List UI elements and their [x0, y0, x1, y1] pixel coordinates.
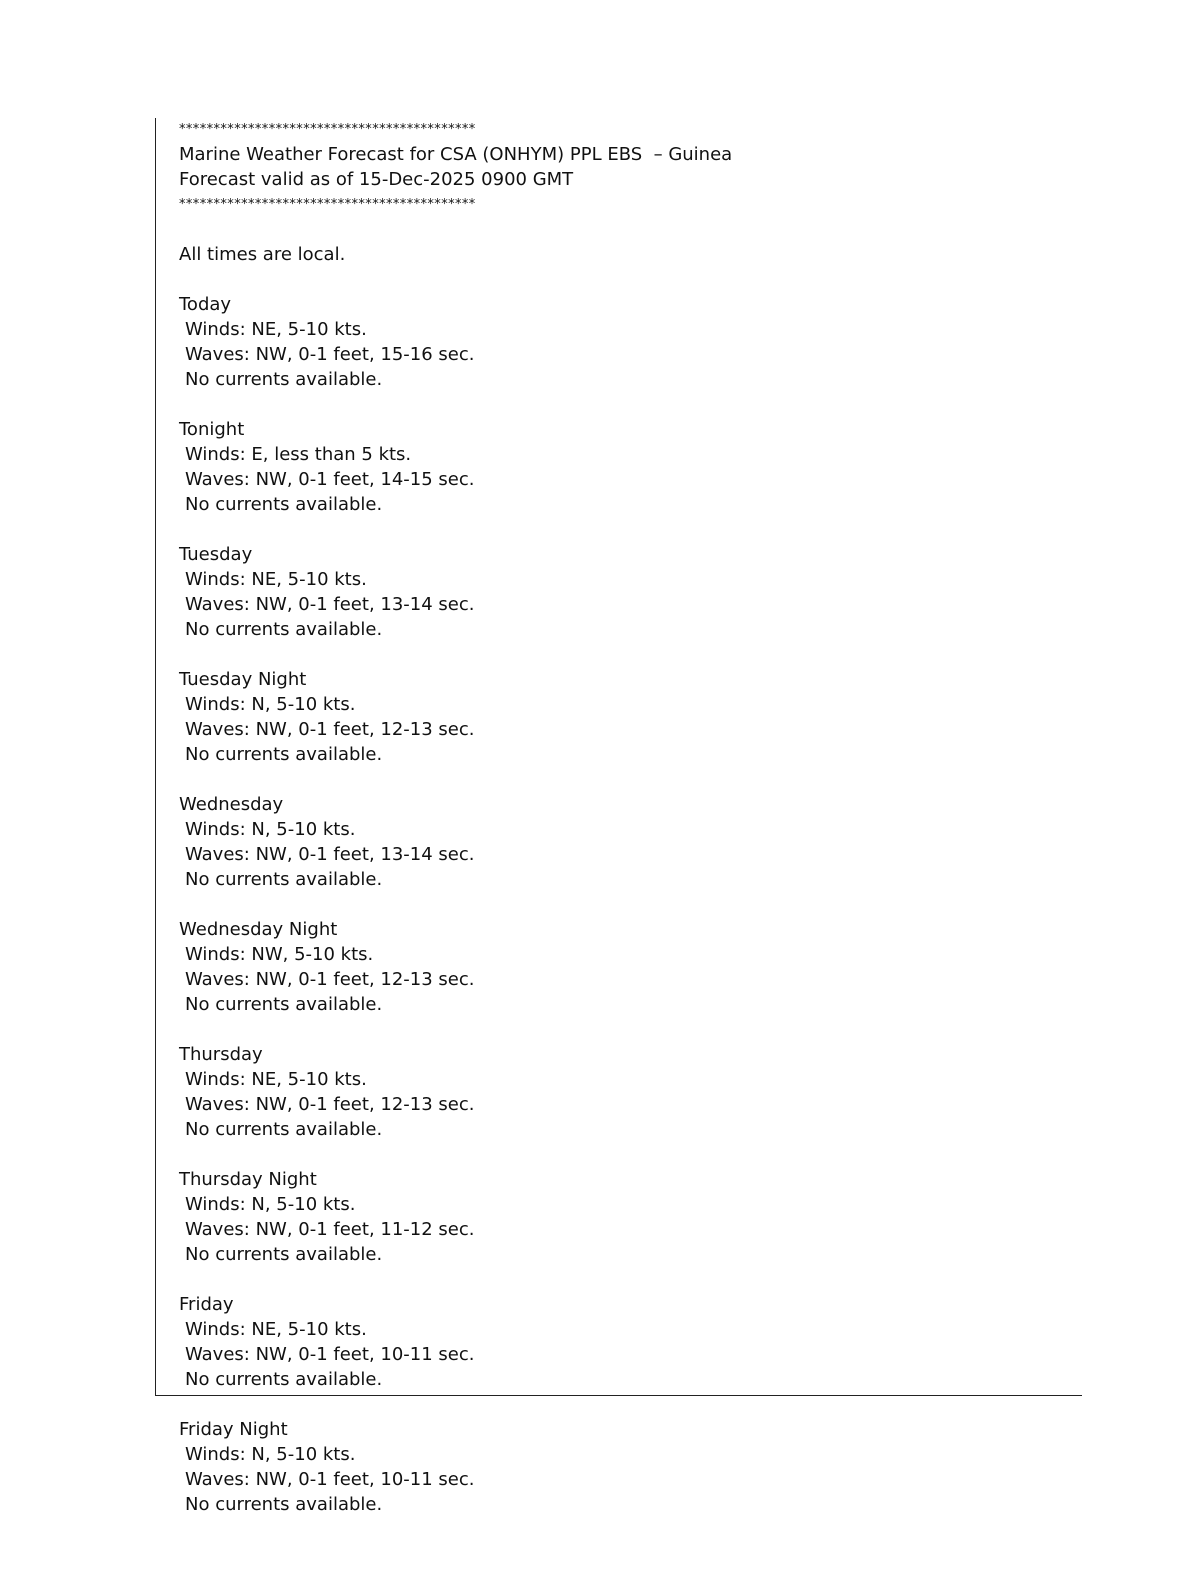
period-waves: Waves: NW, 0-1 feet, 11-12 sec. [185, 1219, 475, 1240]
forecast-period [179, 792, 1059, 917]
forecast-valid-time: Forecast valid as of 15-Dec-2025 0900 GMT [179, 169, 574, 190]
spacer [179, 892, 1059, 917]
period-name: Thursday [179, 1044, 263, 1065]
forecast-period [179, 917, 1059, 1042]
period-winds: Winds: N, 5-10 kts. [185, 1194, 356, 1215]
spacer [179, 642, 1059, 667]
period-winds: Winds: NE, 5-10 kts. [185, 1319, 367, 1340]
period-winds: Winds: N, 5-10 kts. [185, 694, 356, 715]
forecast-periods [179, 292, 1059, 1517]
period-winds: Winds: N, 5-10 kts. [185, 1444, 356, 1465]
period-currents: No currents available. [185, 1119, 383, 1140]
spacer [179, 217, 1059, 242]
period-currents: No currents available. [185, 744, 383, 765]
period-waves: Waves: NW, 0-1 feet, 14-15 sec. [185, 469, 475, 490]
spacer [179, 267, 1059, 292]
period-name: Tuesday [179, 544, 253, 565]
spacer [179, 1017, 1059, 1042]
period-name: Tuesday Night [179, 669, 307, 690]
spacer [179, 767, 1059, 792]
spacer [179, 1392, 1059, 1417]
period-name: Friday Night [179, 1419, 288, 1440]
period-winds: Winds: E, less than 5 kts. [185, 444, 412, 465]
period-name: Friday [179, 1294, 234, 1315]
spacer [179, 1142, 1059, 1167]
frame-left-border [155, 118, 156, 1395]
period-currents: No currents available. [185, 619, 383, 640]
period-name: Wednesday [179, 794, 284, 815]
period-waves: Waves: NW, 0-1 feet, 12-13 sec. [185, 969, 475, 990]
period-waves: Waves: NW, 0-1 feet, 10-11 sec. [185, 1469, 475, 1490]
header-stars-bottom: ******************************************* [179, 197, 476, 212]
period-currents: No currents available. [185, 494, 383, 515]
period-waves: Waves: NW, 0-1 feet, 13-14 sec. [185, 844, 475, 865]
period-waves: Waves: NW, 0-1 feet, 15-16 sec. [185, 344, 475, 365]
period-winds: Winds: NE, 5-10 kts. [185, 319, 367, 340]
period-winds: Winds: NW, 5-10 kts. [185, 944, 374, 965]
forecast-period [179, 1042, 1059, 1167]
period-winds: Winds: NE, 5-10 kts. [185, 569, 367, 590]
period-name: Thursday Night [179, 1169, 317, 1190]
period-name: Wednesday Night [179, 919, 338, 940]
forecast-period [179, 1167, 1059, 1292]
forecast-period [179, 417, 1059, 542]
period-name: Today [179, 294, 232, 315]
period-winds: Winds: N, 5-10 kts. [185, 819, 356, 840]
period-name: Tonight [179, 419, 245, 440]
header-stars-top: ******************************************* [179, 122, 476, 137]
period-currents: No currents available. [185, 1494, 383, 1515]
spacer [179, 517, 1059, 542]
forecast-title: Marine Weather Forecast for CSA (ONHYM) PPL EBS – Guinea [179, 144, 733, 165]
period-currents: No currents available. [185, 1244, 383, 1265]
period-currents: No currents available. [185, 1369, 383, 1390]
period-currents: No currents available. [185, 369, 383, 390]
forecast-document [179, 117, 1059, 1517]
period-waves: Waves: NW, 0-1 feet, 13-14 sec. [185, 594, 475, 615]
spacer [179, 392, 1059, 417]
times-note: All times are local. [179, 244, 346, 265]
forecast-period [179, 1292, 1059, 1417]
forecast-period [179, 542, 1059, 667]
period-waves: Waves: NW, 0-1 feet, 10-11 sec. [185, 1344, 475, 1365]
period-waves: Waves: NW, 0-1 feet, 12-13 sec. [185, 719, 475, 740]
period-waves: Waves: NW, 0-1 feet, 12-13 sec. [185, 1094, 475, 1115]
forecast-period [179, 1417, 1059, 1517]
period-winds: Winds: NE, 5-10 kts. [185, 1069, 367, 1090]
forecast-period [179, 667, 1059, 792]
period-currents: No currents available. [185, 994, 383, 1015]
forecast-period [179, 292, 1059, 417]
period-currents: No currents available. [185, 869, 383, 890]
spacer [179, 1267, 1059, 1292]
